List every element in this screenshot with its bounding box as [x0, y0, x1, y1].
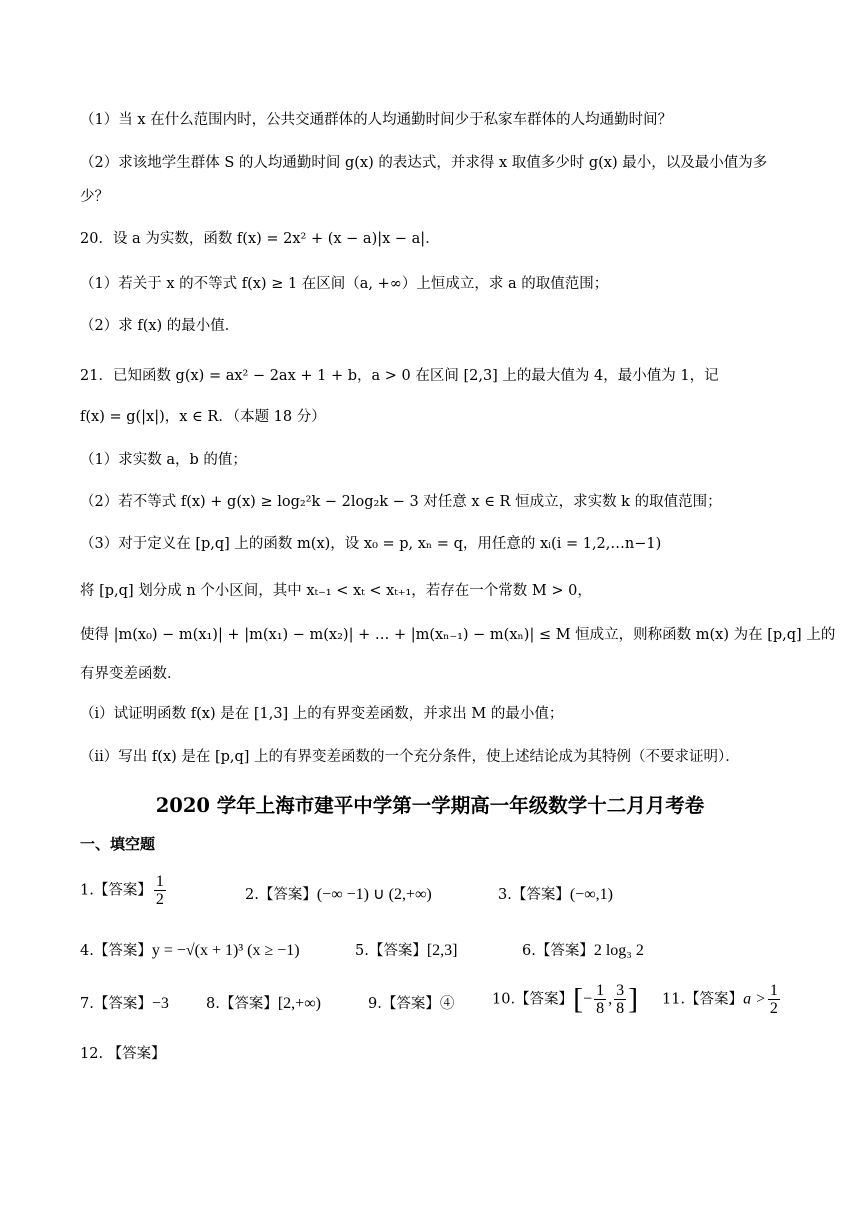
- question-21-part2: （2）若不等式 f(x) + g(x) ≥ log₂²k − 2log₂k − 3 对任意 x ∈ R 恒成立，求实数 k 的取值范围；: [80, 494, 722, 510]
- answer-8-value: [2,+∞): [277, 995, 321, 1012]
- question-21-part3-ii: （ii）写出 f(x) 是在 [p,q] 上的有界变差函数的一个充分条件，使上述结论成为其特例（不要求证明）．: [80, 749, 740, 765]
- answer-10-right-bracket: ]: [628, 982, 639, 1016]
- answer-8: [206, 993, 321, 1015]
- answer-3-value: (−∞,1): [569, 886, 613, 903]
- answer-6: [522, 940, 644, 962]
- question-line-3: 少？: [80, 189, 109, 205]
- answer-7-value: −3: [151, 995, 169, 1012]
- question-21-part1: （1）求实数 a，b 的值；: [80, 452, 247, 468]
- answer-11-denominator: 2: [769, 1000, 778, 1017]
- answer-4-value: y = −√(x + 1)³ (x ≥ −1): [151, 942, 300, 959]
- answer-11-label: 11.【答案】: [662, 991, 744, 1008]
- answer-10-label: 10.【答案】: [492, 991, 574, 1008]
- answer-5-value: [2,3]: [426, 942, 458, 959]
- question-21-part3-cont3: 有界变差函数．: [80, 666, 182, 682]
- answer-5: [355, 940, 458, 962]
- answer-5-label: 5.【答案】: [355, 943, 427, 959]
- answer-6-value: 2 log₃ 2: [593, 942, 644, 959]
- answer-12-label: 12. 【答案】: [80, 1046, 166, 1062]
- answer-9-value: ④: [439, 996, 455, 1012]
- question-20-stem: 20．设 a 为实数，函数 f(x) = 2x² + (x − a)|x − a|．: [80, 231, 440, 247]
- answer-3-label: 3.【答案】: [498, 887, 570, 903]
- question-line-2: （2）求该地学生群体 S 的人均通勤时间 g(x) 的表达式，并求得 x 取值多少时 g(x) 最小，以及最小值为多: [80, 155, 768, 171]
- answer-10-fraction-2: [614, 982, 626, 1017]
- answer-9: [368, 993, 454, 1015]
- question-20-part1: （1）若关于 x 的不等式 f(x) ≥ 1 在区间（a, +∞）上恒成立，求 a 的取值范围；: [80, 276, 609, 292]
- answer-12: [80, 1043, 166, 1065]
- question-21-part3: （3）对于定义在 [p,q] 上的函数 m(x)，设 x₀ = p, xₙ = q，用任意的 xᵢ(i = 1,2,…n−1): [80, 536, 662, 552]
- exam-title: 2020 学年上海市建平中学第一学期高一年级数学十二月月考卷: [155, 794, 705, 817]
- answer-10-numerator-2: 3: [616, 982, 625, 999]
- answer-1-label: 1.【答案】: [80, 882, 152, 899]
- question-21-part3-cont1: 将 [p,q] 划分成 n 个小区间，其中 xₜ₋₁ < xₜ < xₜ₊₁，若存在一个常数 M > 0，: [80, 583, 592, 599]
- answer-7-label: 7.【答案】: [80, 996, 152, 1012]
- answer-2-value: (−∞ −1) ∪ (2,+∞): [316, 886, 432, 903]
- answer-1-denominator: 2: [155, 891, 164, 908]
- answer-9-label: 9.【答案】: [368, 996, 440, 1012]
- question-20-part2: （2）求 f(x) 的最小值．: [80, 318, 240, 334]
- answer-8-label: 8.【答案】: [206, 996, 278, 1012]
- answer-10-fraction-1: [594, 982, 606, 1017]
- answer-2: [245, 884, 432, 906]
- question-21-stem-cont: f(x) = g(|x|)，x ∈ R．（本题 18 分）: [80, 409, 326, 425]
- answer-10-left-bracket: [: [573, 982, 584, 1016]
- answer-4: [80, 940, 300, 962]
- question-21-part3-i: （i）试证明函数 f(x) 是在 [1,3] 上的有界变差函数，并求出 M 的最小值；: [80, 706, 564, 722]
- section-heading: 一、填空题: [80, 835, 156, 853]
- answer-10-denominator-1: 8: [596, 1000, 605, 1017]
- answer-2-label: 2.【答案】: [245, 887, 317, 903]
- answer-11-fraction: [768, 982, 780, 1017]
- answer-1-fraction: [154, 873, 166, 908]
- answer-11-prefix: a >: [743, 990, 766, 1008]
- answer-10: 10.【答案】[− $\frac{1}{8}$ , $\frac{3}{8}$ ]: [492, 982, 639, 1017]
- answer-6-label: 6.【答案】: [522, 943, 594, 959]
- answer-3: [498, 884, 613, 906]
- answer-10-numerator-1: 1: [596, 982, 605, 999]
- answer-1-numerator: 1: [155, 873, 164, 890]
- answer-4-label: 4.【答案】: [80, 943, 152, 959]
- answer-11: [662, 982, 782, 1017]
- question-line-1: （1）当 x 在什么范围内时，公共交通群体的人均通勤时间少于私家车群体的人均通勤时间？: [80, 112, 673, 128]
- answer-7: [80, 993, 169, 1015]
- question-21-stem: 21．已知函数 g(x) = ax² − 2ax + 1 + b，a > 0 在区间 [2,3] 上的最大值为 4，最小值为 1，记: [80, 368, 719, 384]
- question-21-part3-cont2: 使得 |m(x₀) − m(x₁)| + |m(x₁) − m(x₂)| + … + |m(xₙ₋₁) − m(xₙ)| ≤ M 恒成立，则称函数 m(x) 为在 [p,q] 上的: [80, 627, 836, 643]
- answer-11-numerator: 1: [769, 982, 778, 999]
- answer-1: [80, 873, 168, 908]
- answer-10-denominator-2: 8: [616, 1000, 625, 1017]
